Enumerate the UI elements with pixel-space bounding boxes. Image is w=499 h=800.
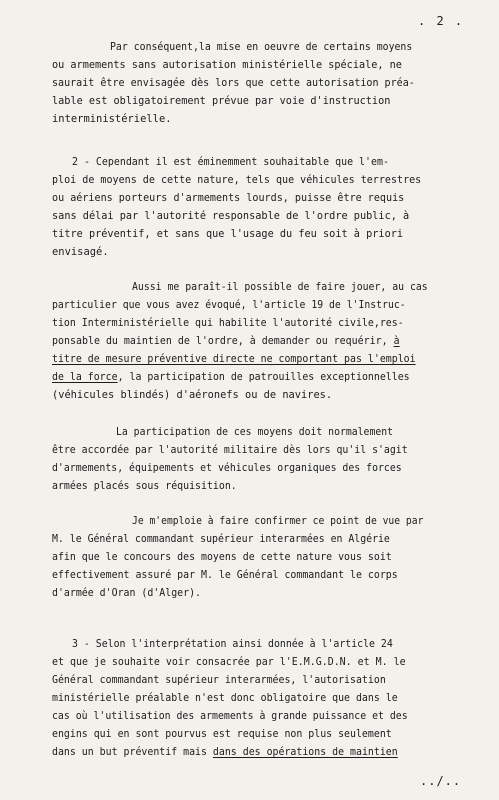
page-number: . 2 . [418,14,465,28]
paragraph-1-line-2: ou armements sans autorisation ministérielle spéciale, ne [52,58,402,71]
paragraph-2-line-4: sans délai par l'autorité responsable de l'ordre public, à [52,209,410,222]
paragraph-6-line-3: Général commandant supérieur interarmées, l'autorisation [52,673,386,686]
underlined-a: à [393,334,400,347]
paragraph-4-line-1: La participation de ces moyens doit normalement [116,425,394,438]
paragraph-4-line-3: d'armements, équipements et véhicules organiques des forces [52,461,402,474]
paragraph-5-line-5: d'armée d'Oran (d'Alger). [52,586,202,599]
paragraph-5-line-4: effectivement assuré par M. le Général commandant le corps [52,568,398,581]
paragraph-6-line-7 [52,745,398,758]
paragraph-3-line-7: (véhicules blindés) d'aéronefs ou de navires. [52,388,333,401]
paragraph-4-line-2: être accordée par l'autorité militaire dès lors qu'il s'agit [52,443,408,456]
paragraph-2-line-6: envisagé. [52,245,109,258]
paragraph-3-line-1: Aussi me paraît-il possible de faire jouer, au cas [132,280,428,293]
underlined-de-la-force: de la force [52,370,118,383]
paragraph-6-line-6: engins qui en sont pourvus est requise non plus seulement [52,727,392,740]
paragraph-2-line-2: ploi de moyens de cette nature, tels que véhicules terrestres [52,173,422,186]
paragraph-1-line-1: Par conséquent,la mise en oeuvre de certains moyens [110,40,413,53]
paragraph-3-line-2: particulier que vous avez évoqué, l'article 19 de l'Instruc- [52,298,406,311]
paragraph-3-line-4-text: ponsable du maintien de l'ordre, à demander ou requérir, [52,334,388,347]
paragraph-6-line-1: 3 - Selon l'interprétation ainsi donnée à l'article 24 [72,637,393,650]
paragraph-3-line-6-tail: , la participation de patrouilles exceptionnelles [117,370,410,383]
continuation-mark: ../.. [420,774,462,788]
paragraph-3-line-4 [52,334,400,347]
paragraph-2-line-1: 2 - Cependant il est éminemment souhaitable que l'em- [72,155,389,168]
paragraph-3-line-3: tion Interministérielle qui habilite l'autorité civile,res- [52,316,404,329]
paragraph-2-line-3: ou aériens porteurs d'armements lourds, puisse être requis [52,191,405,204]
paragraph-5-line-3: afin que le concours des moyens de cette nature vous soit [52,550,392,563]
paragraph-1-line-3: saurait être envisagée dès lors que cette autorisation préa- [52,76,415,89]
paragraph-6-line-2: et que je souhaite voir consacrée par l'E.M.G.D.N. et M. le [52,655,406,668]
underlined-operations-maintien: dans des opérations de maintien [212,745,398,758]
paragraph-5-line-1: Je m'emploie à faire confirmer ce point de vue par [132,514,424,527]
paragraph-4-line-4: armées placés sous réquisition. [52,479,237,492]
paragraph-1-line-4: lable est obligatoirement prévue par voie d'instruction [52,94,391,107]
paragraph-5-line-2: M. le Général commandant supérieur interarmées en Algérie [52,532,390,545]
paragraph-2-line-5: titre préventif, et sans que l'usage du feu soit à priori [52,227,404,240]
paragraph-6-line-5: cas où l'utilisation des armements à grande puissance et des [52,709,408,722]
paragraph-6-line-7-text: dans un but préventif mais [52,745,207,758]
paragraph-3-line-6 [52,370,410,383]
paragraph-6-line-4: ministérielle préalable n'est donc obligatoire que dans le [52,691,398,704]
paragraph-1-line-5: interministérielle. [52,112,172,125]
paragraph-3-line-5-underlined: titre de mesure préventive directe ne comportant pas l'emploi [52,352,416,365]
